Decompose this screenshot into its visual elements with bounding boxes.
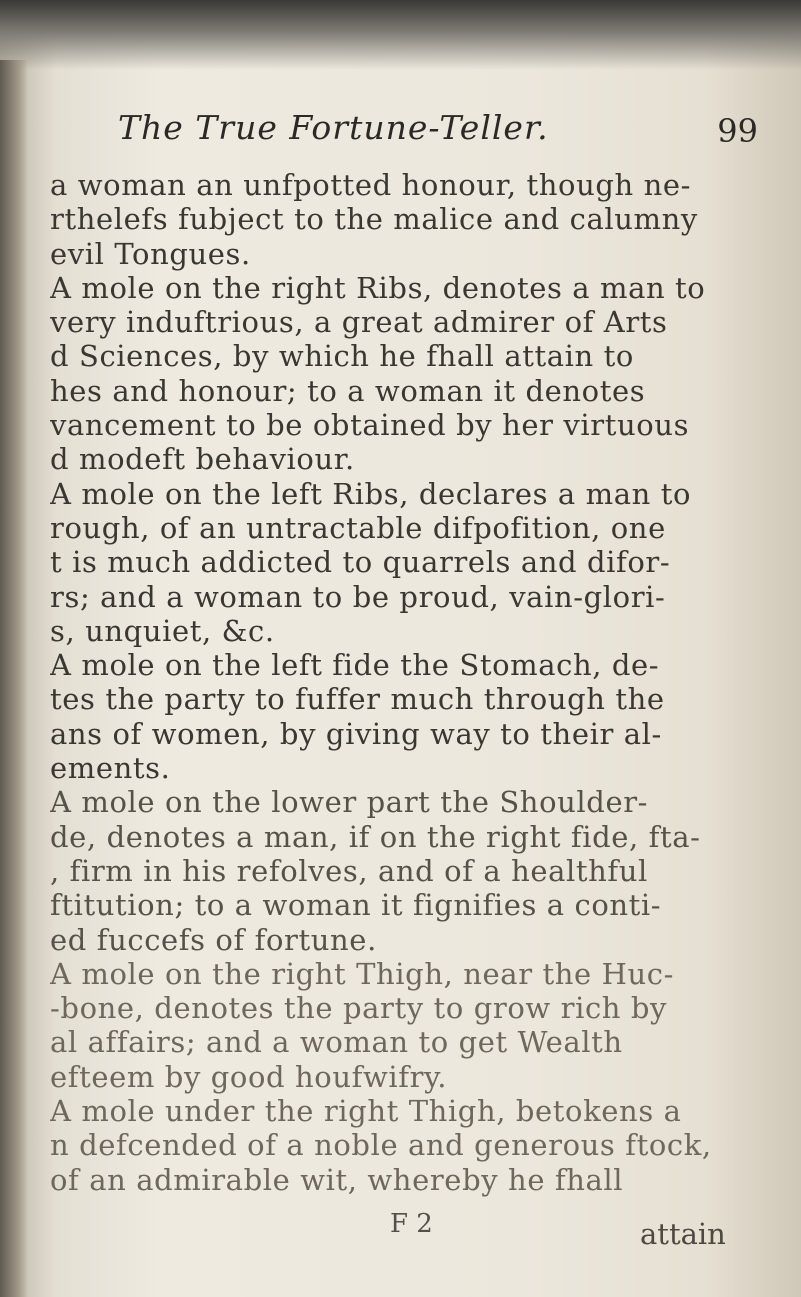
text-line: A mole under the right Thigh, betokens a xyxy=(50,1094,682,1129)
text-line: ftitution; to a woman it fignifies a conti- xyxy=(50,888,662,923)
text-line: al affairs; and a woman to get Wealth xyxy=(50,1025,623,1060)
text-line: efteem by good houfwifry. xyxy=(50,1059,448,1094)
binding-gutter xyxy=(0,60,28,1297)
text-line: a woman an unfpotted honour, though ne- xyxy=(50,168,692,202)
text-line: d Sciences, by which he fhall attain to xyxy=(50,339,634,374)
text-line: ements. xyxy=(50,751,171,786)
text-line: -bone, denotes the party to grow rich by xyxy=(50,991,668,1026)
text-line: of an admirable wit, whereby he fhall xyxy=(50,1162,624,1197)
text-line: A mole on the right Thigh, near the Huc- xyxy=(50,956,674,991)
text-line: ans of women, by giving way to their al- xyxy=(50,716,662,751)
text-line: very induftrious, a great admirer of Arts xyxy=(50,305,668,340)
text-line: rthelefs fubject to the malice and calumny xyxy=(50,202,698,237)
scan-top-shadow xyxy=(0,0,801,70)
signature-mark: F 2 xyxy=(390,1209,433,1239)
text-line: n defcended of a noble and generous ftock, xyxy=(50,1128,712,1163)
text-line: rough, of an untractable difpofition, one xyxy=(50,510,666,545)
text-line: d modeft behaviour. xyxy=(50,442,355,477)
text-line: rs; and a woman to be proud, vain-glori- xyxy=(50,579,666,614)
text-line: evil Tongues. xyxy=(50,236,251,271)
running-title: The True Fortune-Teller. xyxy=(118,108,549,147)
page-number: 99 xyxy=(717,112,758,150)
text-line: t is much addicted to quarrels and difor- xyxy=(50,545,671,580)
running-head xyxy=(118,108,758,160)
text-line: hes and honour; to a woman it denotes xyxy=(50,373,646,408)
text-line: A mole on the right Ribs, denotes a man to xyxy=(50,270,706,305)
text-line: tes the party to fuffer much through the xyxy=(50,682,665,717)
text-line: vancement to be obtained by her virtuous xyxy=(50,408,690,443)
text-line: , firm in his refolves, and of a healthful xyxy=(50,853,648,888)
text-line: de, denotes a man, if on the right fide, fta- xyxy=(50,819,701,854)
text-line: A mole on the left Ribs, declares a man to xyxy=(50,476,692,511)
text-line: A mole on the lower part the Shoulder- xyxy=(50,785,649,820)
catchword: attain xyxy=(640,1217,726,1251)
text-line: A mole on the left fide the Stomach, de- xyxy=(50,648,660,683)
text-line: ed fuccefs of fortune. xyxy=(50,922,377,957)
text-line: s, unquiet, &c. xyxy=(50,613,275,648)
body-text xyxy=(50,168,770,1197)
